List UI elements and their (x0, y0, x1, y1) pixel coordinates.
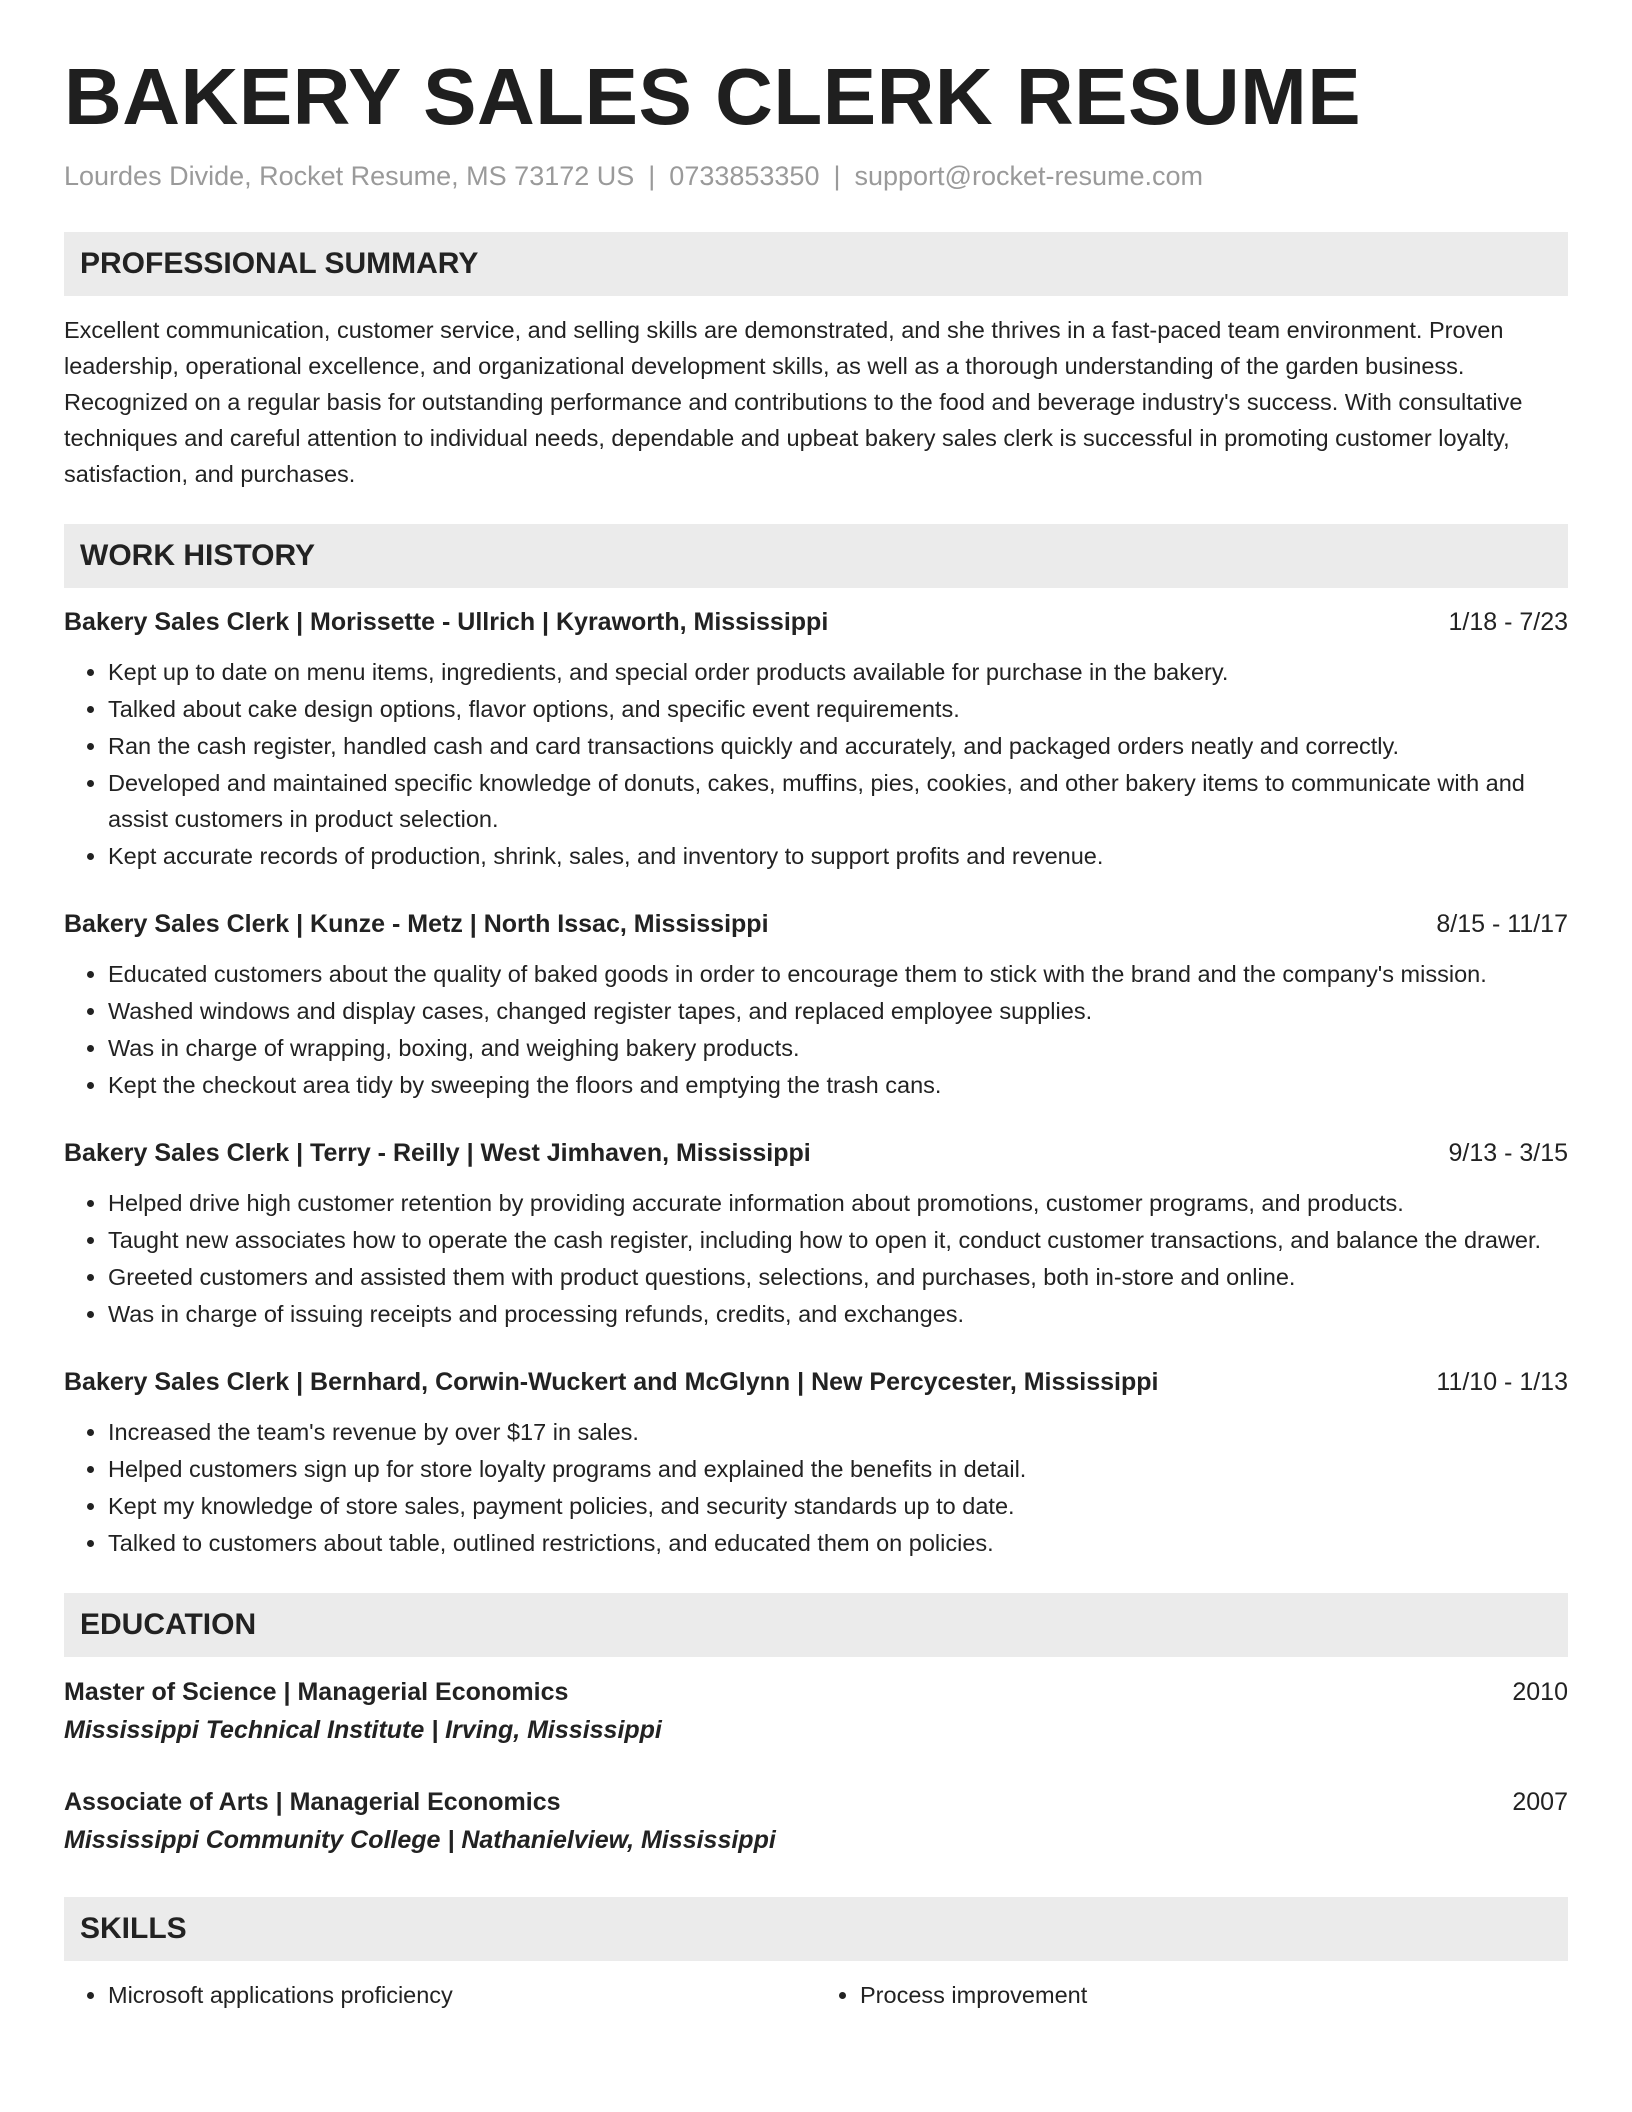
education-degree: Associate of Arts | Managerial Economics (64, 1788, 561, 1816)
job-bullet: • Was in charge of wrapping, boxing, and weighing bakery products. (108, 1030, 1568, 1066)
work-history-heading: WORK HISTORY (64, 524, 1568, 588)
job-entry (64, 906, 1568, 1103)
job-bullet: • Taught new associates how to operate the cash register, including how to open it, conduct customer transactions, and balance the drawer. (108, 1222, 1568, 1258)
job-bullet: • Kept the checkout area tidy by sweeping the floors and emptying the trash cans. (108, 1067, 1568, 1103)
contact-separator: | (833, 161, 841, 191)
job-bullet: • Greeted customers and assisted them with product questions, selections, and purchases, both in-store and online. (108, 1259, 1568, 1295)
job-bullet: • Kept up to date on menu items, ingredients, and special order products available for purchase in the bakery. (108, 654, 1568, 690)
skills-column-right (816, 1977, 1568, 2013)
skill-item: • Process improvement (860, 1977, 1568, 2013)
contact-line (64, 161, 1568, 192)
job-bullet: • Washed windows and display cases, changed register tapes, and replaced employee supplies. (108, 993, 1568, 1029)
job-entry (64, 1364, 1568, 1561)
education-school: Mississippi Community College | Nathanielview, Mississippi (64, 1826, 776, 1854)
skills-list (64, 1977, 1568, 2013)
job-dates: 9/13 - 3/15 (1448, 1139, 1568, 1167)
job-bullet: • Increased the team's revenue by over $17 in sales. (108, 1414, 1568, 1450)
job-bullet: • Helped customers sign up for store loyalty programs and explained the benefits in detail. (108, 1451, 1568, 1487)
education-heading: EDUCATION (64, 1593, 1568, 1657)
education-entry (64, 1783, 1568, 1859)
job-bullet: • Talked about cake design options, flavor options, and specific event requirements. (108, 691, 1568, 727)
education-year: 2007 (1512, 1788, 1568, 1816)
contact-email: support@rocket-resume.com (854, 161, 1204, 191)
job-bullets (64, 1185, 1568, 1332)
job-title: Bakery Sales Clerk | Morissette - Ullrich | Kyraworth, Mississippi (64, 608, 829, 636)
job-title: Bakery Sales Clerk | Kunze - Metz | North Issac, Mississippi (64, 910, 769, 938)
job-bullet: • Ran the cash register, handled cash and card transactions quickly and accurately, and packaged orders neatly and correctly. (108, 728, 1568, 764)
skills-heading: SKILLS (64, 1897, 1568, 1961)
job-bullet: • Kept my knowledge of store sales, payment policies, and security standards up to date. (108, 1488, 1568, 1524)
job-title: Bakery Sales Clerk | Terry - Reilly | West Jimhaven, Mississippi (64, 1139, 811, 1167)
job-bullet: • Educated customers about the quality of baked goods in order to encourage them to stick with the brand and the company's mission. (108, 956, 1568, 992)
job-title: Bakery Sales Clerk | Bernhard, Corwin-Wuckert and McGlynn | New Percycester, Mississippi (64, 1368, 1159, 1396)
contact-phone: 0733853350 (669, 161, 820, 191)
job-entry (64, 604, 1568, 874)
job-bullet: • Developed and maintained specific knowledge of donuts, cakes, muffins, pies, cookies, and other bakery items to communicate with and assist customers in product selection. (108, 765, 1568, 837)
job-dates: 8/15 - 11/17 (1436, 910, 1568, 938)
summary-text: Excellent communication, customer service, and selling skills are demonstrated, and she thrives in a fast-paced team environment. Proven leadership, operational excellence, and organizational development skills, as well as a thorough understanding of the garden business. Recognized on a regular basis for outstanding performance and contributions to the food and beverage industry's success. With consultative techniques and careful attention to individual needs, dependable and upbeat bakery sales clerk is successful in promoting customer loyalty, satisfaction, and purchases. (64, 317, 1523, 487)
education-year: 2010 (1512, 1678, 1568, 1706)
education-degree: Master of Science | Managerial Economics (64, 1678, 569, 1706)
education-school: Mississippi Technical Institute | Irving, Mississippi (64, 1716, 662, 1744)
job-bullet: • Was in charge of issuing receipts and processing refunds, credits, and exchanges. (108, 1296, 1568, 1332)
job-dates: 11/10 - 1/13 (1436, 1368, 1568, 1396)
job-bullets (64, 1414, 1568, 1561)
job-entry (64, 1135, 1568, 1332)
job-bullets (64, 956, 1568, 1103)
job-dates: 1/18 - 7/23 (1448, 608, 1568, 636)
job-bullet: • Talked to customers about table, outlined restrictions, and educated them on policies. (108, 1525, 1568, 1561)
contact-address: Lourdes Divide, Rocket Resume, MS 73172 US (64, 161, 635, 191)
resume-title: BAKERY SALES CLERK RESUME (64, 52, 1362, 141)
job-bullets (64, 654, 1568, 874)
skill-item: • Microsoft applications proficiency (108, 1977, 816, 2013)
job-bullet: • Helped drive high customer retention by providing accurate information about promotions, customer programs, and products. (108, 1185, 1568, 1221)
education-entry (64, 1673, 1568, 1749)
contact-separator: | (648, 161, 656, 191)
job-bullet: • Kept accurate records of production, shrink, sales, and inventory to support profits and revenue. (108, 838, 1568, 874)
skills-column-left (64, 1977, 816, 2013)
summary-heading: PROFESSIONAL SUMMARY (64, 232, 1568, 296)
